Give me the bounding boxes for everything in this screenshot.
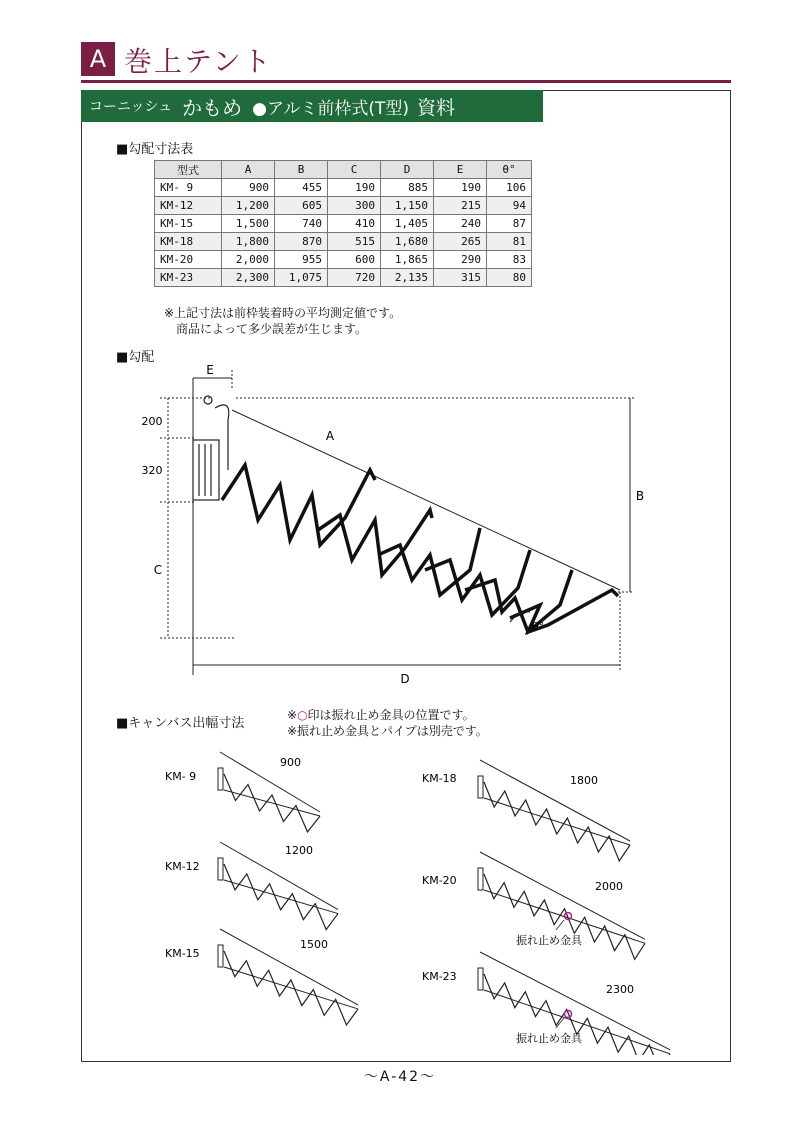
table-cell: 410	[328, 215, 381, 233]
page-title: 巻上テント	[124, 45, 273, 78]
model-label: KM-18	[422, 772, 457, 785]
band-label: 資料	[416, 96, 455, 119]
column-header: C	[328, 161, 381, 179]
table-cell: KM-20	[155, 251, 222, 269]
canvas-line	[220, 929, 358, 1005]
stabilizer-label: 振れ止め金具	[516, 1032, 582, 1045]
table-note-2: 商品によって多少誤差が生じます。	[176, 322, 368, 336]
arm-fold-4	[425, 550, 530, 615]
note-mark: ※	[287, 708, 298, 722]
band-product: かもめ	[182, 95, 243, 120]
table-cell: 515	[328, 233, 381, 251]
header-rule	[81, 80, 731, 83]
mount-bracket	[478, 868, 483, 890]
table-cell: 600	[328, 251, 381, 269]
page-number: 〜A-42〜	[363, 1069, 437, 1085]
canvas-section-title: ■キャンバス出幅寸法	[116, 716, 245, 731]
table-cell: 300	[328, 197, 381, 215]
table-cell: 1,150	[381, 197, 434, 215]
table-cell: 1,500	[222, 215, 275, 233]
table-cell: KM-15	[155, 215, 222, 233]
slope-dimension-table	[154, 160, 532, 287]
table-row	[155, 215, 532, 233]
mount-bracket	[478, 776, 483, 798]
slope-section-title: ■勾配	[116, 350, 155, 365]
table-cell: KM- 9	[155, 179, 222, 197]
table-cell: KM-23	[155, 269, 222, 287]
table-cell: 1,800	[222, 233, 275, 251]
table-cell: 1,405	[381, 215, 434, 233]
mount-bracket	[478, 968, 483, 990]
table-cell: 870	[275, 233, 328, 251]
arm-baseline	[484, 798, 630, 845]
note-text: 印は振れ止め金具の位置です。	[307, 708, 475, 722]
mount-bracket	[218, 858, 223, 880]
column-header: B	[275, 161, 328, 179]
width-label: 900	[280, 756, 301, 769]
table-cell: 106	[487, 179, 532, 197]
table-row	[155, 251, 532, 269]
width-label: 1800	[570, 774, 598, 787]
width-label: 1500	[300, 938, 328, 951]
label-theta: θ°	[531, 620, 545, 633]
canvas-diagram	[165, 752, 320, 832]
slope-diagram	[0, 360, 800, 690]
table-body	[155, 179, 532, 287]
table-cell: 455	[275, 179, 328, 197]
marker-symbol: ○	[297, 708, 308, 722]
table-cell: 80	[487, 269, 532, 287]
table-row	[155, 269, 532, 287]
table-cell: KM-12	[155, 197, 222, 215]
table-cell: 2,300	[222, 269, 275, 287]
column-header: E	[434, 161, 487, 179]
label-e: E	[206, 363, 214, 377]
table-cell: 955	[275, 251, 328, 269]
column-header: 型式	[155, 161, 222, 179]
table-cell: 1,200	[222, 197, 275, 215]
arm-fold-1	[222, 465, 375, 545]
canvas-diagram	[422, 760, 630, 861]
table-cell: 315	[434, 269, 487, 287]
table-section-title: ■勾配寸法表	[116, 142, 194, 157]
stabilizer-label: 振れ止め金具	[516, 934, 582, 947]
table-row	[155, 233, 532, 251]
table-cell: 190	[328, 179, 381, 197]
arm-baseline	[224, 967, 358, 1009]
table-cell: 265	[434, 233, 487, 251]
table-cell: KM-18	[155, 233, 222, 251]
canvas-diagram	[422, 852, 645, 959]
width-label: 2000	[595, 880, 623, 893]
table-cell: 87	[487, 215, 532, 233]
mount-bracket	[218, 945, 223, 967]
table-cell: 885	[381, 179, 434, 197]
mount-bracket	[218, 768, 223, 790]
table-cell: 740	[275, 215, 328, 233]
table-cell: 94	[487, 197, 532, 215]
canvas-note-2: ※振れ止め金具とパイプは別売です。	[287, 724, 488, 738]
canvas-line	[220, 842, 338, 910]
width-label: 1200	[285, 844, 313, 857]
table-note-1: ※上記寸法は前枠装着時の平均測定値です。	[164, 306, 402, 320]
table-cell: 83	[487, 251, 532, 269]
model-label: KM- 9	[165, 770, 197, 783]
table-cell: 1,680	[381, 233, 434, 251]
canvas-line	[220, 752, 320, 812]
canvas-diagram	[422, 952, 670, 1055]
model-label: KM-20	[422, 874, 457, 887]
band-series: コーニッシュ	[89, 99, 173, 115]
table-cell: 2,135	[381, 269, 434, 287]
label-b: B	[635, 489, 645, 503]
column-header: D	[381, 161, 434, 179]
arm-fold-2	[318, 510, 432, 575]
canvas-diagram	[165, 929, 358, 1025]
table-cell: 900	[222, 179, 275, 197]
table-cell: 1,865	[381, 251, 434, 269]
label-320: 320	[141, 464, 163, 477]
band-type: ●アルミ前枠式(T型)	[252, 98, 409, 119]
table-row	[155, 197, 532, 215]
table-cell: 81	[487, 233, 532, 251]
roller-box	[193, 396, 229, 500]
table-header-row	[155, 161, 532, 179]
label-200: 200	[141, 415, 163, 428]
table-cell: 720	[328, 269, 381, 287]
label-d: D	[400, 672, 410, 686]
width-label: 2300	[606, 983, 634, 996]
product-band	[81, 90, 543, 122]
column-header: θ°	[487, 161, 532, 179]
label-c: C	[153, 563, 163, 577]
section-tab-letter: A	[81, 42, 115, 76]
label-a: A	[325, 429, 335, 443]
table-cell: 290	[434, 251, 487, 269]
table-cell: 605	[275, 197, 328, 215]
canvas-diagram	[165, 842, 338, 930]
table-cell: 190	[434, 179, 487, 197]
table-cell: 2,000	[222, 251, 275, 269]
model-label: KM-23	[422, 970, 457, 983]
model-label: KM-15	[165, 947, 200, 960]
column-header: A	[222, 161, 275, 179]
canvas-note-1	[287, 706, 475, 723]
table-cell: 215	[434, 197, 487, 215]
table-row	[155, 179, 532, 197]
canvas-width-diagrams	[0, 735, 800, 1055]
table-cell: 240	[434, 215, 487, 233]
table-cell: 1,075	[275, 269, 328, 287]
canvas-line	[480, 852, 645, 939]
model-label: KM-12	[165, 860, 200, 873]
